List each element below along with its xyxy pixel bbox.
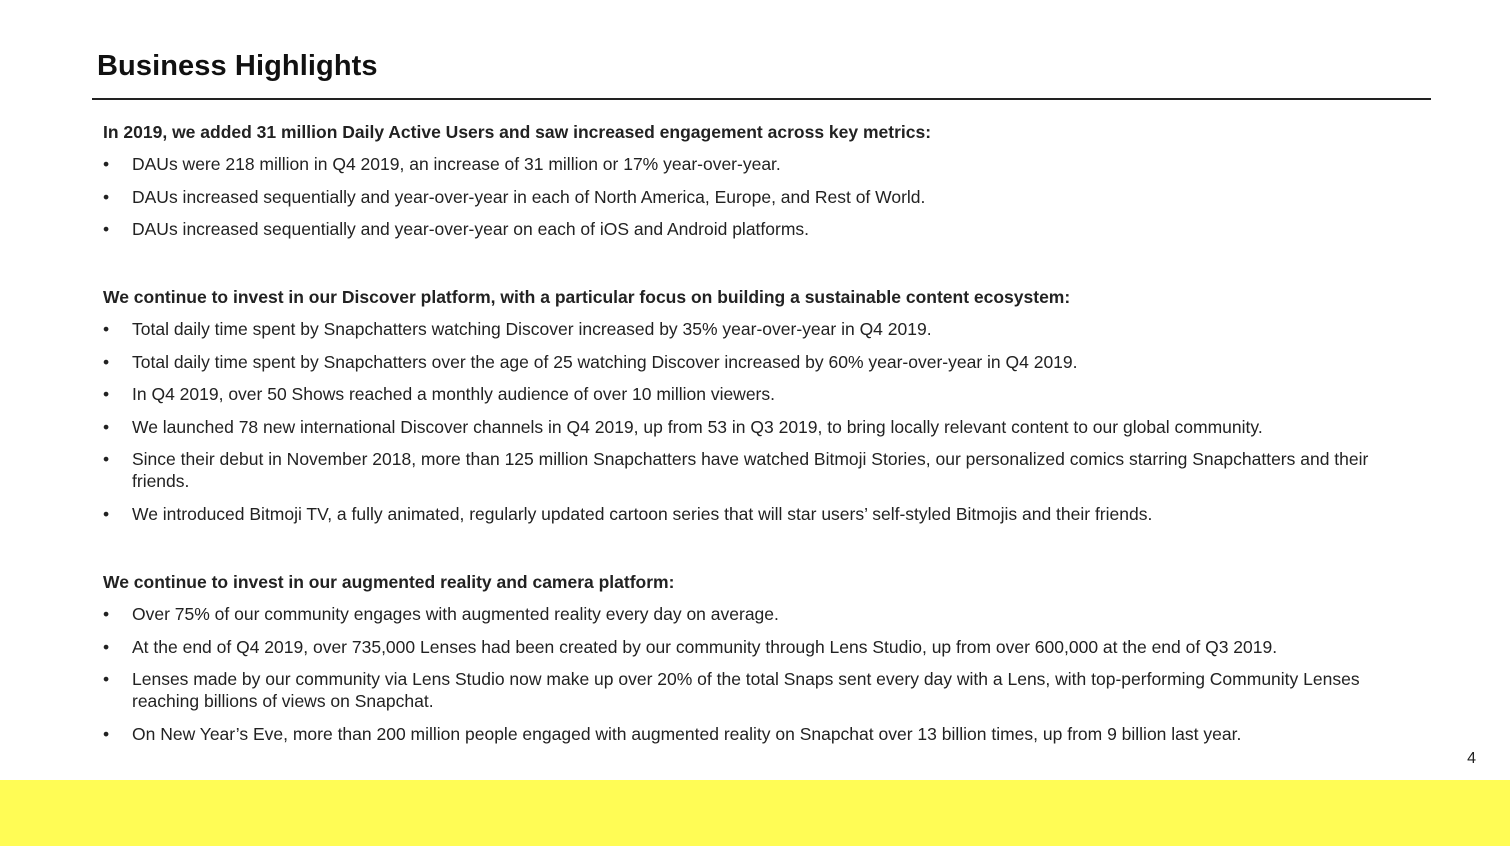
bullet-text: DAUs increased sequentially and year-over-year in each of North America, Europe, and Rest of World. (132, 186, 926, 207)
bullet-icon: • (103, 503, 110, 524)
bullet-text: At the end of Q4 2019, over 735,000 Lenses had been created by our community through Lens Studio, up from over 600,000 at the end of Q3 2019. (132, 636, 1278, 657)
bullet-list (103, 603, 1423, 745)
bullet-list (103, 318, 1423, 525)
bullet-text: Over 75% of our community engages with augmented reality every day on average. (132, 604, 779, 624)
list-item (103, 416, 1423, 438)
list-item (103, 318, 1423, 340)
bullet-text: In Q4 2019, over 50 Shows reached a monthly audience of over 10 million viewers. (132, 384, 775, 404)
bullet-text: DAUs were 218 million in Q4 2019, an increase of 31 million or 17% year-over-year. (132, 154, 781, 174)
bullet-text: Lenses made by our community via Lens Studio now make up over 20% of the total Snaps sent every day with a Lens, with top-performing Community Lenses reaching billions of views on Snapchat. (132, 669, 1360, 711)
bullet-text: We introduced Bitmoji TV, a fully animated, regularly updated cartoon series that will star users’ self-styled Bitmojis and their friends. (132, 503, 1153, 524)
list-item (103, 218, 1423, 240)
list-item (103, 723, 1423, 745)
section-discover (103, 286, 1423, 535)
bullet-icon: • (103, 604, 110, 624)
bullet-icon: • (103, 186, 110, 207)
section-heading: We continue to invest in our augmented reality and camera platform: (103, 572, 675, 592)
title-divider (92, 98, 1431, 100)
bullet-text: Total daily time spent by Snapchatters over the age of 25 watching Discover increased by 60% year-over-year in Q4 2019. (132, 351, 1078, 372)
bullet-icon: • (103, 219, 110, 239)
bullet-icon: • (103, 416, 110, 437)
bullet-list (103, 153, 1423, 240)
list-item (103, 503, 1423, 525)
list-item (103, 153, 1423, 175)
list-item (103, 186, 1423, 208)
bullet-icon: • (103, 636, 110, 657)
list-item (103, 636, 1423, 658)
list-item (103, 383, 1423, 405)
bullet-text: We launched 78 new international Discover channels in Q4 2019, up from 53 in Q3 2019, to bring locally relevant content to our global community. (132, 416, 1263, 437)
bullet-text: Since their debut in November 2018, more than 125 million Snapchatters have watched Bitmoji Stories, our personalized comics starring Snapchatters and their friends. (132, 449, 1369, 491)
bullet-icon: • (103, 723, 110, 744)
bullet-icon: • (103, 449, 110, 469)
bullet-icon: • (103, 154, 110, 174)
bullet-text: DAUs increased sequentially and year-over-year on each of iOS and Android platforms. (132, 219, 810, 239)
page-number: 4 (1467, 750, 1476, 767)
footer-band (0, 780, 1510, 846)
bullet-text: On New Year’s Eve, more than 200 million people engaged with augmented reality on Snapchat over 13 billion times, up from 9 billion last year. (132, 723, 1242, 744)
page-title: Business Highlights (97, 50, 378, 82)
section-heading: In 2019, we added 31 million Daily Active Users and saw increased engagement across key metrics: (103, 122, 932, 142)
section-augmented-reality (103, 571, 1423, 755)
bullet-icon: • (103, 669, 110, 689)
section-heading: We continue to invest in our Discover platform, with a particular focus on building a sustainable content ecosystem: (103, 287, 1071, 307)
bullet-text: Total daily time spent by Snapchatters watching Discover increased by 35% year-over-year in Q4 2019. (132, 319, 932, 339)
list-item (103, 448, 1423, 492)
bullet-icon: • (103, 351, 110, 372)
section-dau (103, 121, 1423, 251)
list-item (103, 603, 1423, 625)
list-item (103, 351, 1423, 373)
bullet-icon: • (103, 319, 110, 339)
bullet-icon: • (103, 384, 110, 404)
list-item (103, 668, 1423, 712)
